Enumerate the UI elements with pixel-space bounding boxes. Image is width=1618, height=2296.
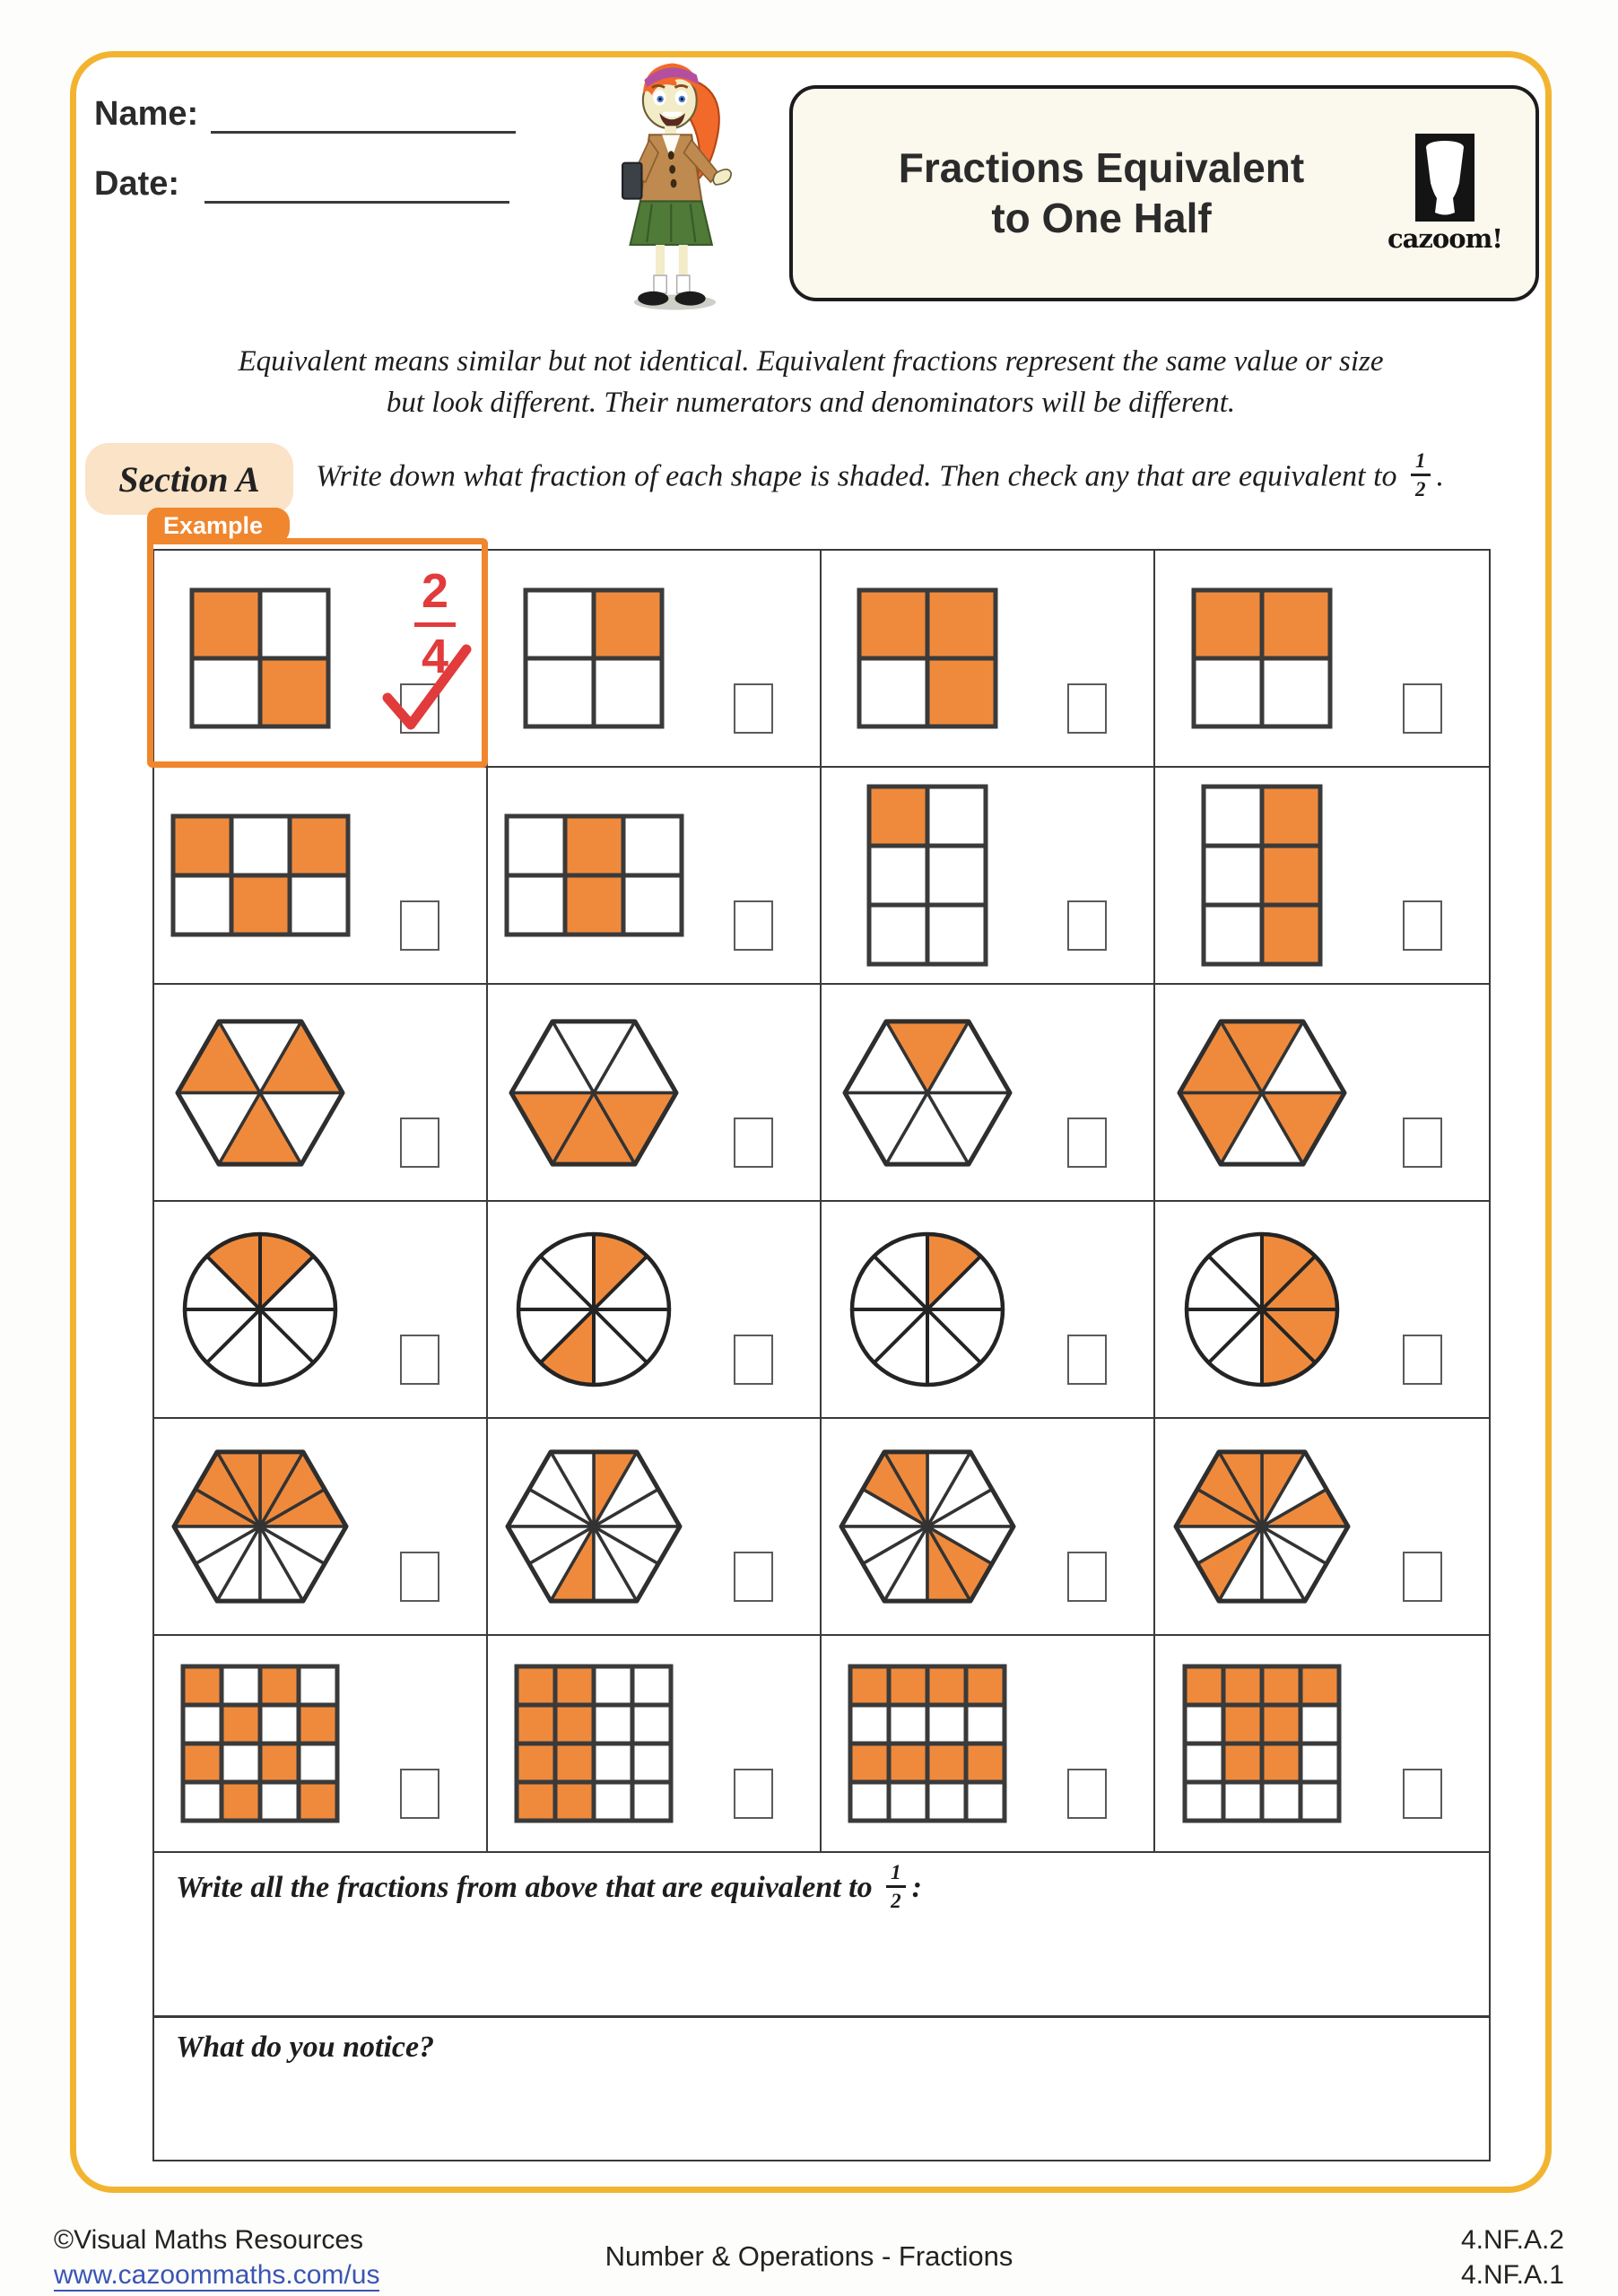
fraction-cell-r4c2 [488, 1202, 822, 1419]
fraction-cell-r4c3 [822, 1202, 1155, 1419]
fraction-cell-r4c4 [1155, 1202, 1489, 1419]
equivalent-checkbox-r1c3[interactable] [1067, 683, 1107, 734]
equivalent-checkbox-r4c3[interactable] [1067, 1335, 1107, 1385]
square-grid-shape [522, 587, 665, 730]
answer-box-equivalent[interactable] [154, 1853, 1489, 2018]
shape-zone [822, 1419, 1034, 1634]
shape-zone [154, 1636, 367, 1851]
equivalent-checkbox-r2c4[interactable] [1403, 900, 1442, 951]
fraction-cell-r1c1 [154, 512, 488, 768]
intro-text: Equivalent means similar but not identical. Equivalent fractions represent the same value or size but look different. Their numerators and denominators will be different. [238, 345, 1384, 420]
fraction-cell-r5c3 [822, 1419, 1155, 1636]
square-grid-shape [170, 813, 352, 938]
example-denominator: 4 [421, 630, 448, 683]
name-field [94, 93, 516, 134]
shape-zone [154, 1202, 367, 1417]
shape-zone [488, 551, 700, 766]
shape-zone [488, 1636, 700, 1851]
equivalent-checkbox-r4c2[interactable] [734, 1335, 773, 1385]
square-grid-shape [179, 1663, 341, 1824]
circle8-shape [515, 1231, 673, 1388]
website-link[interactable]: www.cazoommaths.com/us [54, 2260, 380, 2290]
shape-zone [488, 768, 700, 983]
standard-code-1: 4.NF.A.2 [1460, 2225, 1564, 2255]
fraction-cell-r2c3 [822, 768, 1155, 985]
cazoom-logo-text: cazoom! [1387, 222, 1503, 254]
example-numerator: 2 [414, 563, 456, 627]
copyright-text: ©Visual Maths Resources [54, 2225, 364, 2255]
equivalent-checkbox-r5c2[interactable] [734, 1552, 773, 1602]
equivalent-checkbox-r6c1[interactable] [400, 1769, 439, 1819]
fraction-cell-r3c4 [1155, 985, 1489, 1202]
fraction-cell-r1c3 [822, 551, 1155, 768]
fraction-cell-r5c4 [1155, 1419, 1489, 1636]
name-label: Name: [94, 95, 199, 133]
shape-zone [154, 768, 367, 983]
hex12-shape [1171, 1448, 1353, 1605]
fraction-grid [152, 512, 1491, 2161]
fraction-cell-r1c4 [1155, 551, 1489, 768]
fraction-cell-r6c3 [822, 1636, 1155, 1853]
circle8-shape [181, 1231, 339, 1388]
equivalent-checkbox-r6c3[interactable] [1067, 1769, 1107, 1819]
equivalent-checkbox-r4c4[interactable] [1403, 1335, 1442, 1385]
equivalent-checkbox-r1c2[interactable] [734, 683, 773, 734]
cazoom-logo-icon [1415, 134, 1474, 222]
equivalent-checkbox-r4c1[interactable] [400, 1335, 439, 1385]
cazoom-logo [1378, 134, 1535, 254]
fraction-cell-r4c1 [154, 1202, 488, 1419]
equivalent-checkbox-r2c1[interactable] [400, 900, 439, 951]
example-tab: Example [147, 508, 290, 544]
equivalent-checkbox-r1c1[interactable] [400, 683, 439, 734]
date-line[interactable] [204, 163, 509, 204]
shape-zone [1155, 551, 1369, 766]
circle8-shape [848, 1231, 1006, 1388]
square-grid-shape [1181, 1663, 1343, 1824]
fraction-cell-r3c1 [154, 985, 488, 1202]
book [622, 163, 641, 199]
girl-illustration [570, 56, 780, 311]
fraction-cell-r6c2 [488, 1636, 822, 1853]
fraction-cell-r3c2 [488, 985, 822, 1202]
equivalent-checkbox-r1c4[interactable] [1403, 683, 1442, 734]
hex6-shape [1175, 1017, 1349, 1169]
q2-label: What do you notice? [176, 2031, 435, 2064]
equivalent-checkbox-r3c3[interactable] [1067, 1118, 1107, 1168]
name-line[interactable] [211, 93, 516, 134]
equivalent-checkbox-r2c2[interactable] [734, 900, 773, 951]
square-grid-shape [188, 587, 332, 730]
equivalent-checkbox-r6c4[interactable] [1403, 1769, 1442, 1819]
date-field [94, 163, 509, 204]
worksheet-title: Fractions Equivalent to One Half [898, 144, 1305, 241]
standard-code-2: 4.NF.A.1 [1460, 2260, 1564, 2290]
circle8-shape [1183, 1231, 1341, 1388]
square-grid-shape [1200, 783, 1324, 968]
square-grid-shape [513, 1663, 674, 1824]
example-answer-fraction [414, 563, 456, 684]
shape-zone [1155, 985, 1369, 1200]
section-a-label: Section A [85, 443, 293, 515]
shape-zone [822, 1202, 1034, 1417]
equivalent-checkbox-r5c4[interactable] [1403, 1552, 1442, 1602]
answer-box-notice[interactable] [154, 2018, 1489, 2160]
shape-zone [488, 985, 700, 1200]
shape-zone [822, 768, 1034, 983]
shape-zone [822, 985, 1034, 1200]
fraction-cell-r6c1 [154, 1636, 488, 1853]
shape-zone [822, 1636, 1034, 1851]
shape-zone [1155, 1419, 1369, 1634]
square-grid-shape [1190, 587, 1334, 730]
equivalent-checkbox-r5c3[interactable] [1067, 1552, 1107, 1602]
one-half-fraction: $\frac{1}{2}$ [1411, 450, 1431, 500]
shape-zone [488, 1419, 700, 1634]
equivalent-checkbox-r6c2[interactable] [734, 1769, 773, 1819]
shape-zone [1155, 1202, 1369, 1417]
equivalent-checkbox-r3c1[interactable] [400, 1118, 439, 1168]
footer-standards [1461, 2222, 1564, 2292]
shape-zone [822, 551, 1034, 766]
fraction-cell-r5c2 [488, 1419, 822, 1636]
square-grid-shape [856, 587, 999, 730]
fraction-cell-r2c4 [1155, 768, 1489, 985]
hex12-shape [837, 1448, 1018, 1605]
hex12-shape [503, 1448, 684, 1605]
one-half-fraction: $\frac{1}{2}$ [886, 1862, 906, 1911]
shape-zone [154, 1419, 367, 1634]
section-a-instruction: Write down what fraction of each shape is shaded. Then check any that are equivalent to $\frac{1}{2}$ . [316, 449, 1445, 500]
square-grid-shape [847, 1663, 1008, 1824]
equivalent-checkbox-r3c4[interactable] [1403, 1118, 1442, 1168]
shape-zone [1155, 768, 1369, 983]
equivalent-checkbox-r5c1[interactable] [400, 1552, 439, 1602]
fraction-cell-r2c2 [488, 768, 822, 985]
hex12-shape [170, 1448, 351, 1605]
hex6-shape [507, 1017, 681, 1169]
hex6-shape [840, 1017, 1014, 1169]
shape-zone [488, 1202, 700, 1417]
title-box [789, 85, 1539, 301]
square-grid-shape [503, 813, 685, 938]
fraction-cell-r5c1 [154, 1419, 488, 1636]
square-grid-shape [866, 783, 989, 968]
footer-topic: Number & Operations - Fractions [605, 2240, 1013, 2272]
fraction-cell-r6c4 [1155, 1636, 1489, 1853]
shape-zone [1155, 1636, 1369, 1851]
date-label: Date: [94, 165, 180, 203]
equivalent-checkbox-r3c2[interactable] [734, 1118, 773, 1168]
fraction-cell-r2c1 [154, 768, 488, 985]
shape-zone [154, 985, 367, 1200]
shape-zone [154, 551, 367, 766]
fraction-grid-cells [154, 512, 1489, 1853]
fraction-cell-r1c2 [488, 551, 822, 768]
equivalent-checkbox-r2c3[interactable] [1067, 900, 1107, 951]
fraction-cell-r3c3 [822, 985, 1155, 1202]
hex6-shape [173, 1017, 347, 1169]
q1-label: Write all the fractions from above that are equivalent to $\frac{1}{2}$ : [176, 1861, 922, 1912]
